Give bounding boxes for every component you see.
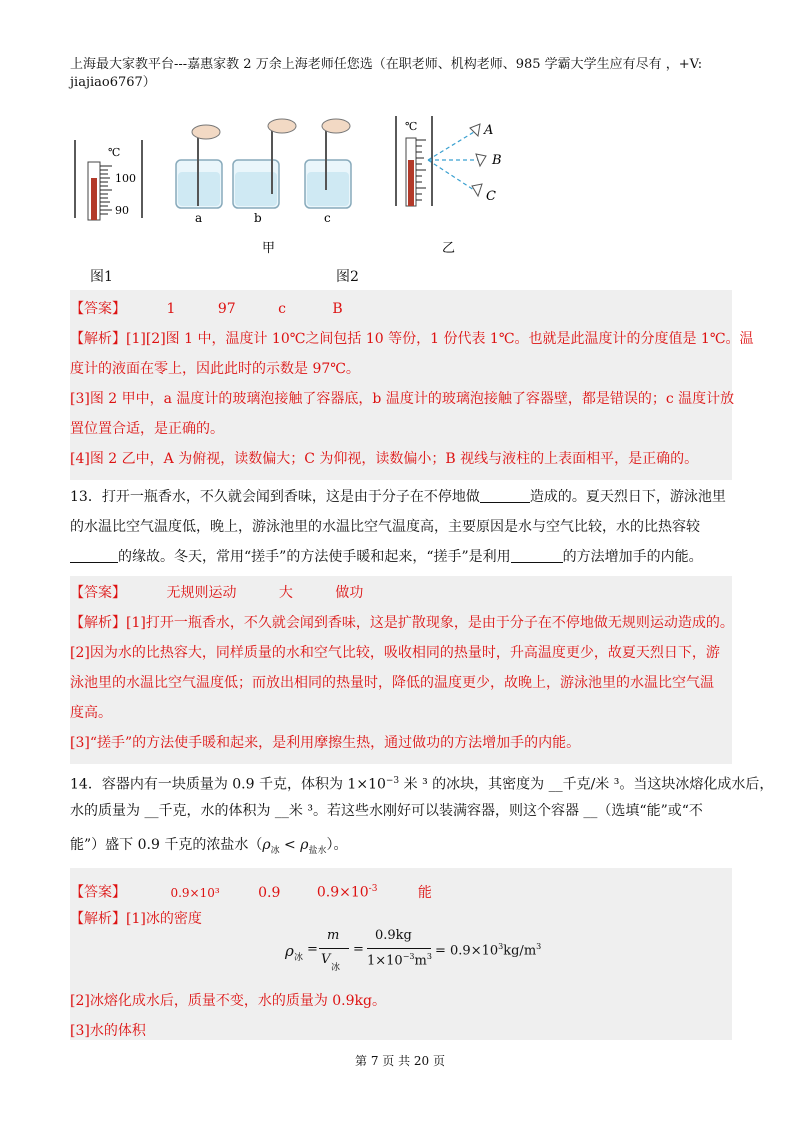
- q14-answer-2: 0.9: [258, 884, 281, 901]
- q13-analysis-line-5: [3]“搓手”的方法使手暖和起来，是利用摩擦生热，通过做功的方法增加手的内能。: [70, 735, 581, 751]
- fig2-jia-label: 甲: [262, 241, 276, 256]
- figures-svg: [0, 110, 800, 290]
- q13-blank-3: [511, 548, 563, 563]
- q12-answer-line: [70, 294, 732, 324]
- fig1-tick-90: 90: [115, 204, 129, 217]
- q13-analysis-line-2: [2]因为水的比热容大，同样质量的水和空气比较，吸收相同的热量时，升高温度更少，故夏天烈日下，游: [70, 645, 720, 661]
- q12-answer-3: c: [278, 301, 286, 317]
- density-formula: ρ 冰 = m V 冰 = 0.9kg $1\times 10^{-3}m^3$ = $0.9\times 10^3kg/m^3$: [285, 928, 542, 973]
- q13-answer-2: 大: [278, 585, 293, 601]
- yi-unit: ℃: [405, 120, 418, 133]
- q13-blank-1: [480, 488, 530, 503]
- q12-analysis-line-1: 【解析】[1][2]图 1 中，温度计 10℃之间包括 10 等份，1 份代表 1℃。也就是此温度计的分度值是 1℃。温: [70, 331, 754, 347]
- q12-answer-4: B: [332, 301, 343, 317]
- beaker-a-label: a: [195, 211, 203, 225]
- fig2-beakers: [176, 119, 351, 256]
- q13-line-2: 的水温比空气温度低，晚上，游泳池里的水温比空气温度高，主要原因是水与空气比较，水的比热容较: [70, 519, 700, 535]
- header-line-1: 上海最大家教平台---嘉惠家教 2 万余上海老师任您选（在职老师、机构老师、985 学霸大学生应有尽有 ，+V:: [70, 57, 703, 72]
- beaker-b-label: b: [254, 211, 262, 225]
- q14-answer-line: 【答案】 0.9×10³ 0.9 $0.9\times 10^{-3}$ 能: [70, 874, 732, 904]
- q14-analysis-line-3: [3]水的体积: [70, 1023, 146, 1039]
- yi-label-A: A: [484, 123, 494, 138]
- fig2-yi: [396, 116, 502, 256]
- q12-answer-1: 1: [166, 301, 176, 317]
- q13-answer-block: [70, 576, 732, 764]
- answer-tag: 【答案】: [70, 301, 126, 317]
- q14-answer-4: 能: [417, 884, 432, 901]
- q13-answer-3: 做功: [335, 585, 364, 601]
- q13-answer-1: 无规则运动: [166, 585, 237, 601]
- fig1-caption: 图1: [90, 269, 113, 285]
- fig1-unit: ℃: [108, 146, 121, 159]
- q13-analysis-line-3: 泳池里的水温比空气温度低；而放出相同的热量时，降低的温度更少，故晚上，游泳池里的水温比空气温: [70, 675, 714, 691]
- q12-analysis-line-4: 置位置合适，是正确的。: [70, 421, 224, 437]
- q12-analysis-line-3: [3]图 2 甲中，a 温度计的玻璃泡接触了容器底，b 温度计的玻璃泡接触了容器壁，都是错误的；c 温度计放: [70, 391, 735, 407]
- q14-answer-3: $0.9\times 10^{-3}$: [316, 884, 378, 901]
- q14-analysis-line-2: [2]冰熔化成水后，质量不变，水的质量为 0.9kg。: [70, 993, 386, 1009]
- q13-analysis-line-4: 度高。: [70, 705, 112, 721]
- q13-question: [70, 482, 732, 572]
- fig2-caption: 图2: [336, 269, 359, 285]
- q14-question: [70, 766, 774, 860]
- q13-answer-line: 【答案】 无规则运动 大 做功: [70, 578, 732, 608]
- fraction-bar-1: [319, 948, 349, 949]
- yi-label-C: C: [486, 189, 496, 204]
- yi-label-B: B: [492, 153, 502, 168]
- q13-analysis-line-1: 【解析】[1]打开一瓶香水，不久就会闻到香味，这是扩散现象，是由于分子在不停地做无规则运动造成的。: [70, 615, 734, 631]
- yi-label: 乙: [442, 241, 456, 256]
- q14-line-2: 水的质量为 __千克，水的体积为 __米 ³。若这些水刚好可以装满容器，则这个容器 __（选填“能”或“不: [70, 803, 703, 819]
- q12-answer-2: 97: [217, 301, 236, 317]
- fig1-thermometer: [75, 140, 142, 220]
- q14-analysis-line-1: 【解析】[1]冰的密度: [70, 911, 202, 927]
- fraction-bar-2: [367, 948, 431, 949]
- beaker-c-label: c: [324, 211, 331, 225]
- q14-answer-1: 0.9×10³: [170, 885, 220, 900]
- q13-line-1: 13．打开一瓶香水，不久就会闻到香味，这是由于分子在不停地做 造成的。夏天烈日下，游泳池里: [70, 489, 726, 505]
- q13-line-3: 的缘故。冬天，常用“搓手”的方法使手暖和起来，“搓手”是利用 的方法增加手的内能。: [70, 542, 732, 572]
- fig1-tick-100: 100: [115, 172, 136, 185]
- header-line-2: jiajiao6767）: [70, 75, 156, 90]
- page-header: [70, 56, 740, 92]
- q12-analysis-line-5: [4]图 2 乙中，A 为俯视，读数偏大；C 为仰视，读数偏小；B 视线与液柱的上表面相平，是正确的。: [70, 451, 699, 467]
- q12-analysis-line-2: 度计的液面在零上，因此此时的示数是 97℃。: [70, 361, 360, 377]
- figure-area: [0, 110, 800, 290]
- analysis-tag: 【解析】: [70, 331, 126, 347]
- q14-line-3: 能”）盛下 0.9 千克的浓盐水$(\rho_冰 < \rho_{盐水})$。: [70, 837, 348, 856]
- q13-blank-2: [70, 548, 118, 563]
- q12-answer-block: [70, 290, 754, 480]
- page-footer: 第 7 页 共 20 页: [355, 1054, 445, 1068]
- q14-line-1: 14．容器内有一块质量为 0.9 千克，体积为 $1\times 10^{-3}$ 米 ³ 的冰块，其密度为 __千克/米 ³。当这块冰熔化成水后，: [70, 776, 774, 793]
